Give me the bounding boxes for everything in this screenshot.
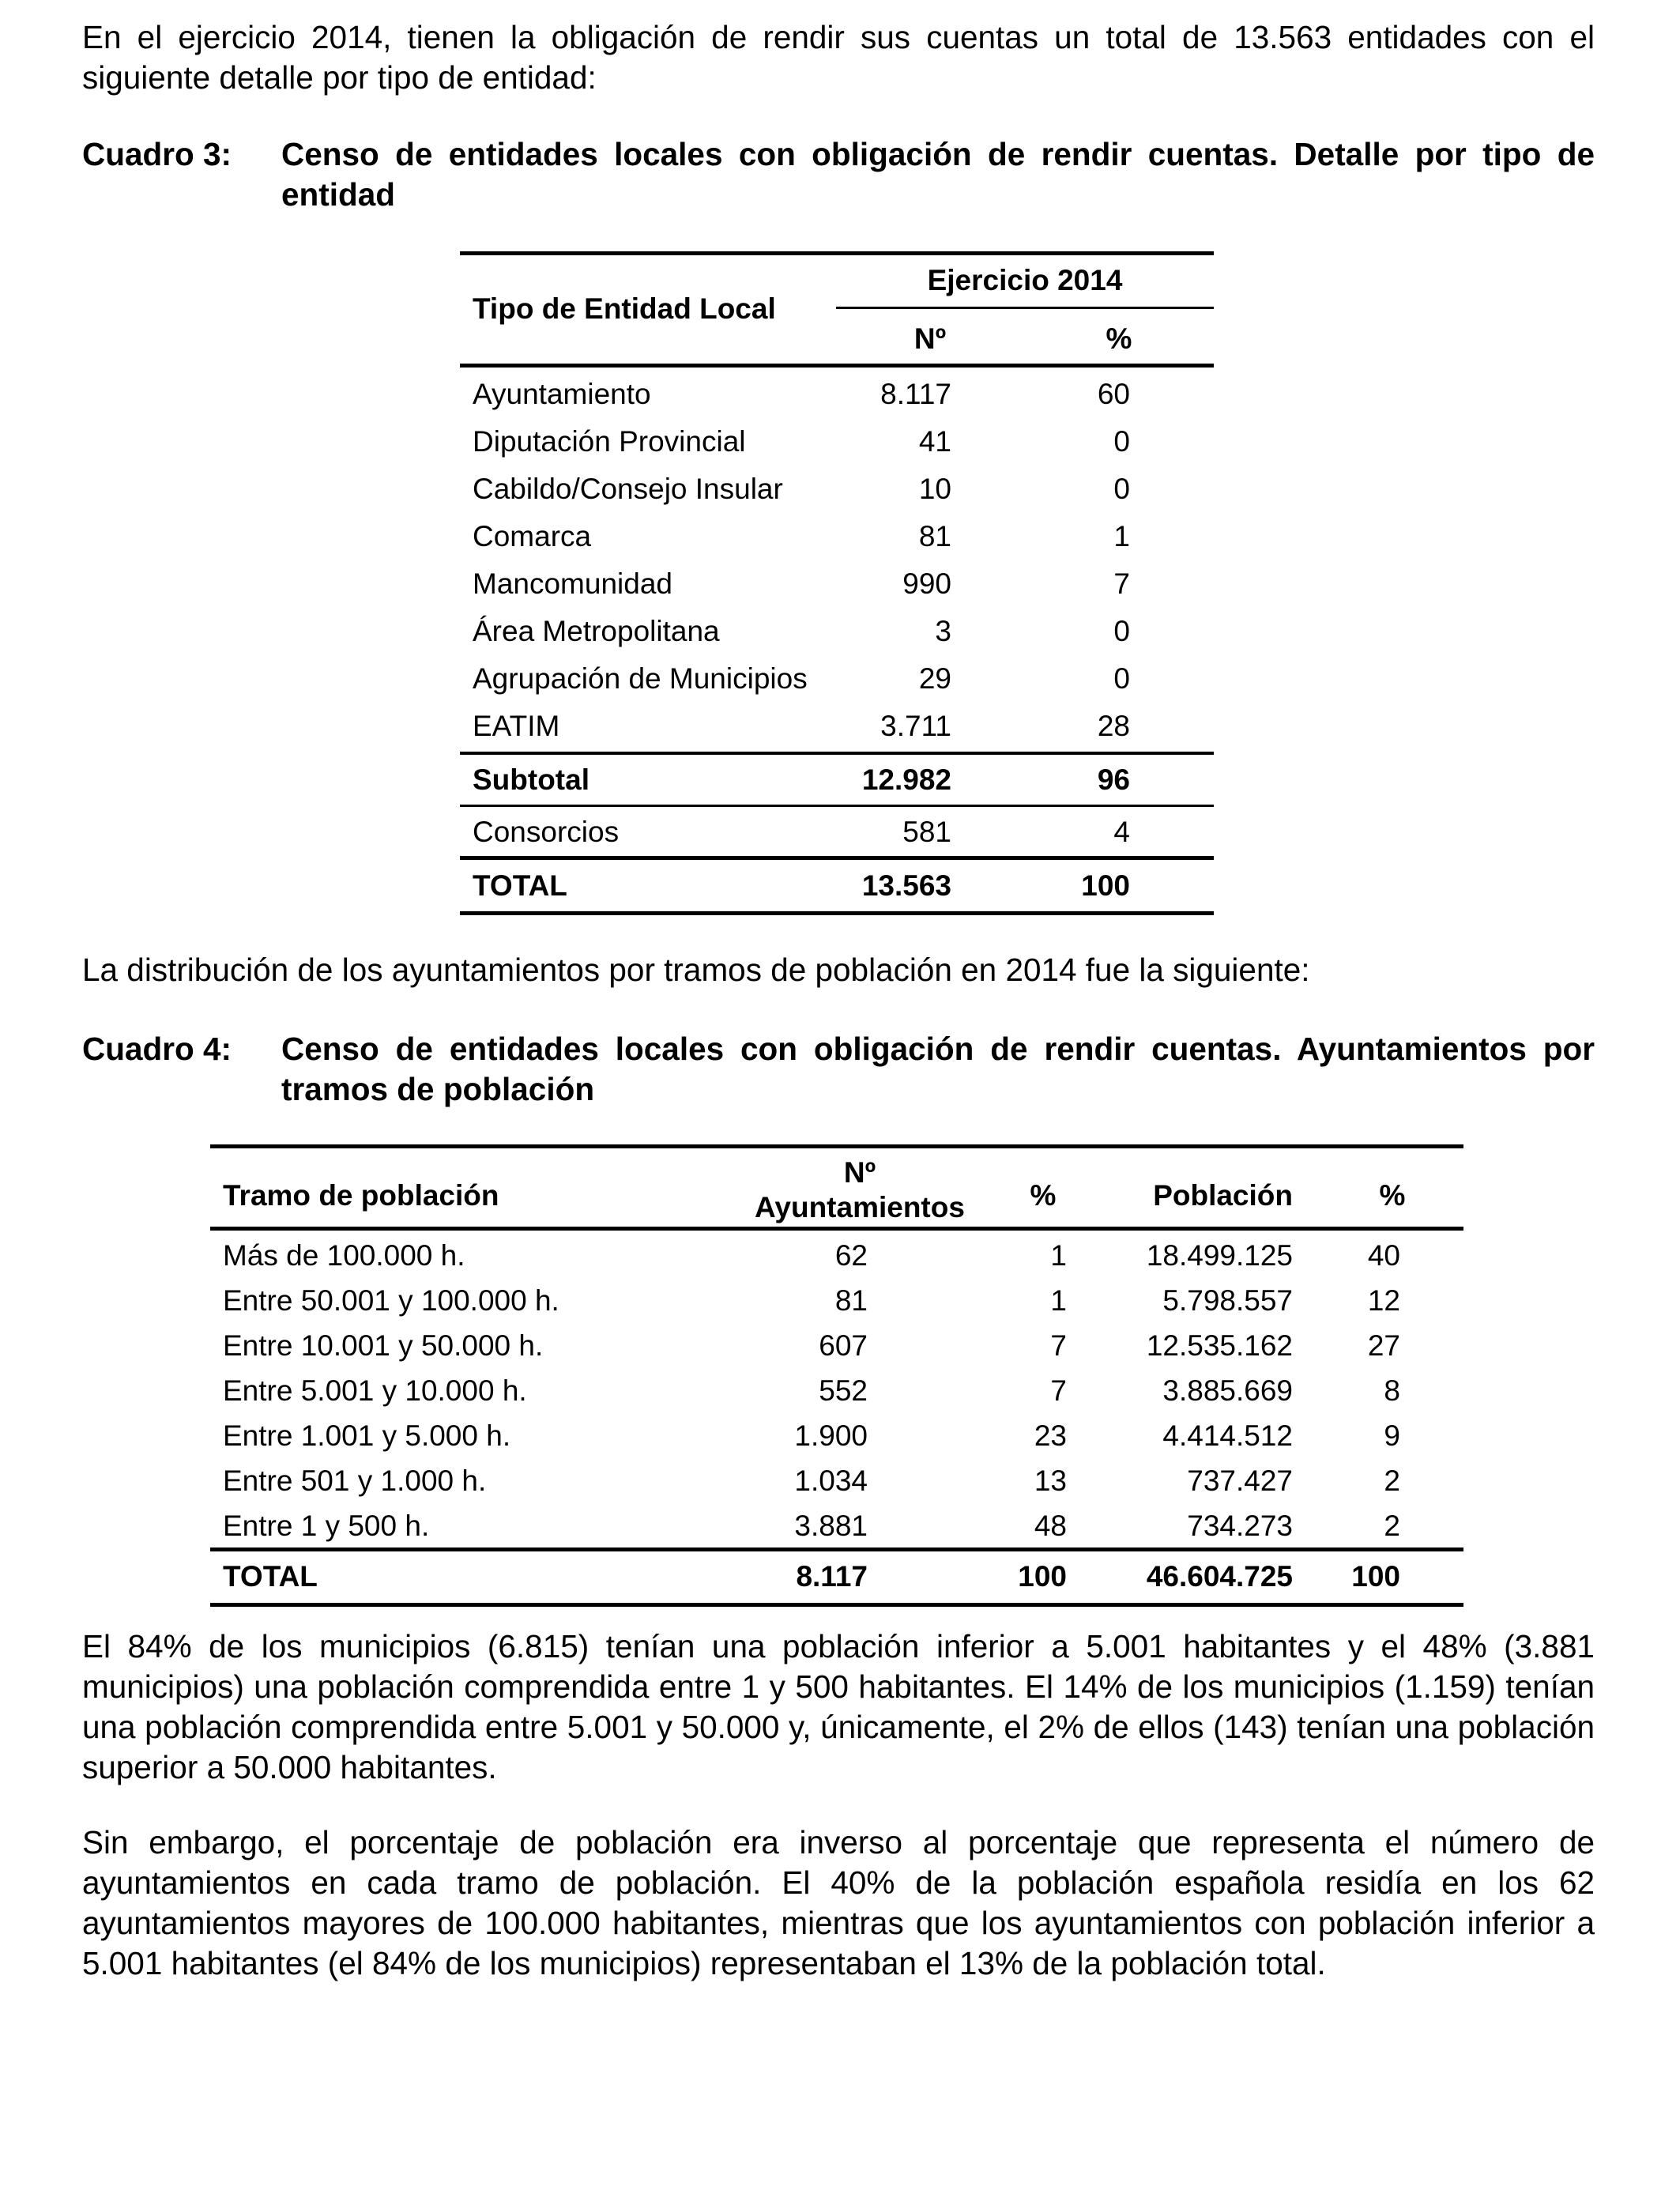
cell-pct: 1 bbox=[1113, 520, 1130, 552]
intro-paragraph: En el ejercicio 2014, tienen la obligación de rendir sus cuentas un total de 13.563 entidades con el siguiente detalle por tipo de entidad: bbox=[82, 19, 1595, 96]
cell-pct: 4 bbox=[1113, 816, 1130, 848]
cell-tramo: Más de 100.000 h. bbox=[223, 1239, 465, 1272]
cuadro4-table bbox=[210, 1144, 1463, 1608]
cell-pct: 60 bbox=[1097, 378, 1130, 410]
cell-tipo: Área Metropolitana bbox=[473, 615, 720, 647]
cell-pct2: 2 bbox=[1384, 1465, 1400, 1497]
cell-n: 10 bbox=[918, 473, 951, 505]
header-ejercicio: Ejercicio 2014 bbox=[927, 264, 1123, 296]
cell-pct: 0 bbox=[1113, 615, 1130, 647]
cuadro3-table bbox=[460, 251, 1214, 915]
cell-tramo: Entre 10.001 y 50.000 h. bbox=[223, 1329, 544, 1362]
cell-n: 8.117 bbox=[880, 378, 951, 410]
cell-poblacion: 3.885.669 bbox=[1162, 1374, 1293, 1407]
table-top-rule bbox=[210, 1144, 1463, 1148]
middle-paragraph: La distribución de los ayuntamientos por tramos de población en 2014 fue la siguiente: bbox=[82, 952, 1310, 988]
cell-n: 607 bbox=[819, 1329, 868, 1362]
header-n-ayuntamientos bbox=[694, 1155, 1026, 1225]
cell-n: 3.711 bbox=[880, 710, 951, 742]
cell-tramo: Entre 501 y 1.000 h. bbox=[223, 1465, 487, 1497]
table-top-rule bbox=[460, 251, 1214, 255]
cell-n: 81 bbox=[834, 1284, 868, 1317]
cell-pct2: 40 bbox=[1367, 1239, 1400, 1272]
header-pct1: % bbox=[1030, 1179, 1057, 1212]
cell-pct1: 1 bbox=[1050, 1284, 1067, 1317]
cell-pct: 7 bbox=[1113, 567, 1130, 600]
cell-n: 12.982 bbox=[861, 763, 951, 796]
cell-poblacion: 4.414.512 bbox=[1162, 1419, 1293, 1452]
cell-poblacion: 734.273 bbox=[1187, 1510, 1293, 1542]
cell-tipo: Mancomunidad bbox=[473, 567, 672, 600]
cell-n: 29 bbox=[918, 662, 951, 695]
cell-pct2: 27 bbox=[1367, 1329, 1400, 1362]
cell-tipo: Consorcios bbox=[473, 816, 620, 848]
cell-tramo: Entre 1.001 y 5.000 h. bbox=[223, 1419, 511, 1452]
cell-pct: 0 bbox=[1113, 425, 1130, 458]
cell-pct: 96 bbox=[1097, 763, 1130, 796]
cell-pct: 0 bbox=[1113, 662, 1130, 695]
cell-tramo: Entre 50.001 y 100.000 h. bbox=[223, 1284, 559, 1317]
cuadro4-label: Cuadro 4: bbox=[82, 1031, 232, 1067]
cell-n: 81 bbox=[918, 520, 951, 552]
cuadro3-label: Cuadro 3: bbox=[82, 136, 232, 172]
cell-tramo: Entre 5.001 y 10.000 h. bbox=[223, 1374, 527, 1407]
table-bottom-rule bbox=[460, 911, 1214, 915]
cuadro3-caption bbox=[82, 134, 1595, 215]
cuadro4-caption bbox=[82, 1029, 1595, 1110]
cell-pct1: 100 bbox=[1018, 1560, 1067, 1593]
cell-pct1: 7 bbox=[1050, 1374, 1067, 1407]
cell-pct2: 9 bbox=[1384, 1419, 1400, 1452]
header-pct2: % bbox=[1379, 1179, 1406, 1212]
cell-pct2: 8 bbox=[1384, 1374, 1400, 1407]
header-n: Nº bbox=[913, 322, 947, 355]
paragraph-4: Sin embargo, el porcentaje de población era inverso al porcentaje que representa el número de ayuntamientos en cada tramo de población. El 40% de la población española residía en los 62 ayuntamientos mayores de 100.000 habitantes, mientras que los ayuntamientos con población inferior a 5.001 habitantes (el 84% de los municipios) representaban el 13% de la población total. bbox=[82, 1824, 1595, 1981]
header-n-line1: Nº bbox=[843, 1156, 876, 1189]
cell-poblacion: 46.604.725 bbox=[1146, 1560, 1293, 1593]
total-top-rule bbox=[210, 1547, 1463, 1551]
cell-tipo: Subtotal bbox=[473, 763, 590, 796]
cell-pct2: 2 bbox=[1384, 1510, 1400, 1542]
cell-n: 1.034 bbox=[794, 1465, 868, 1497]
cell-tipo: Agrupación de Municipios bbox=[473, 662, 808, 695]
cell-pct: 100 bbox=[1081, 869, 1130, 902]
cell-pct1: 23 bbox=[1034, 1419, 1067, 1452]
header-pct: % bbox=[1106, 322, 1132, 355]
cell-n: 581 bbox=[902, 816, 951, 848]
cell-n: 3 bbox=[935, 615, 951, 647]
cuadro4-title: Censo de entidades locales con obligación de rendir cuentas. Ayuntamientos por tramos de población bbox=[281, 1031, 1595, 1107]
cell-tipo: EATIM bbox=[473, 710, 560, 742]
cell-pct: 0 bbox=[1113, 473, 1130, 505]
header-poblacion: Población bbox=[1153, 1179, 1293, 1212]
cell-n: 13.563 bbox=[861, 869, 951, 902]
cell-pct1: 7 bbox=[1050, 1329, 1067, 1362]
header-bottom-rule bbox=[460, 364, 1214, 368]
cell-n: 8.117 bbox=[796, 1560, 868, 1593]
table-bottom-rule bbox=[210, 1603, 1463, 1607]
header-tramo: Tramo de población bbox=[223, 1179, 499, 1212]
cell-pct1: 1 bbox=[1050, 1239, 1067, 1272]
cell-n: 552 bbox=[819, 1374, 868, 1407]
cell-tramo: Entre 1 y 500 h. bbox=[223, 1510, 430, 1542]
subtotal-top-rule bbox=[460, 752, 1214, 755]
cell-tipo: TOTAL bbox=[473, 869, 567, 902]
consorcios-top-rule bbox=[460, 805, 1214, 807]
cuadro3-title: Censo de entidades locales con obligación de rendir cuentas. Detalle por tipo de entidad bbox=[281, 136, 1595, 213]
total-top-rule bbox=[460, 856, 1214, 860]
cell-poblacion: 18.499.125 bbox=[1146, 1239, 1293, 1272]
cell-pct: 28 bbox=[1097, 710, 1130, 742]
cell-n: 3.881 bbox=[794, 1510, 868, 1542]
cell-tipo: Ayuntamiento bbox=[473, 378, 651, 410]
cell-poblacion: 737.427 bbox=[1187, 1465, 1293, 1497]
cell-pct2: 12 bbox=[1367, 1284, 1400, 1317]
cell-tipo: Cabildo/Consejo Insular bbox=[473, 473, 783, 505]
cell-n: 41 bbox=[918, 425, 951, 458]
cell-pct2: 100 bbox=[1351, 1560, 1400, 1593]
cell-poblacion: 12.535.162 bbox=[1146, 1329, 1293, 1362]
cell-tipo: Comarca bbox=[473, 520, 592, 552]
cell-tipo: Diputación Provincial bbox=[473, 425, 746, 458]
cell-n: 62 bbox=[834, 1239, 868, 1272]
header-tipo: Tipo de Entidad Local bbox=[473, 292, 776, 325]
cell-poblacion: 5.798.557 bbox=[1162, 1284, 1293, 1317]
paragraph-3: El 84% de los municipios (6.815) tenían una población inferior a 5.001 habitantes y el 48% (3.881 municipios) una población comprendida entre 1 y 500 habitantes. El 14% de los municipios (1.159) tenían una población comprendida entre 5.001 y 50.000 y, únicamente, el 2% de ellos (143) tenían una población superior a 50.000 habitantes. bbox=[82, 1628, 1595, 1785]
header-bottom-rule bbox=[210, 1227, 1463, 1231]
cell-pct1: 48 bbox=[1034, 1510, 1067, 1542]
cell-n: 1.900 bbox=[794, 1419, 868, 1452]
ejercicio-underline bbox=[836, 307, 1214, 309]
cell-tramo: TOTAL bbox=[223, 1560, 318, 1593]
header-n-line2: Ayuntamientos bbox=[755, 1191, 965, 1223]
cell-n: 990 bbox=[902, 567, 951, 600]
cell-pct1: 13 bbox=[1034, 1465, 1067, 1497]
